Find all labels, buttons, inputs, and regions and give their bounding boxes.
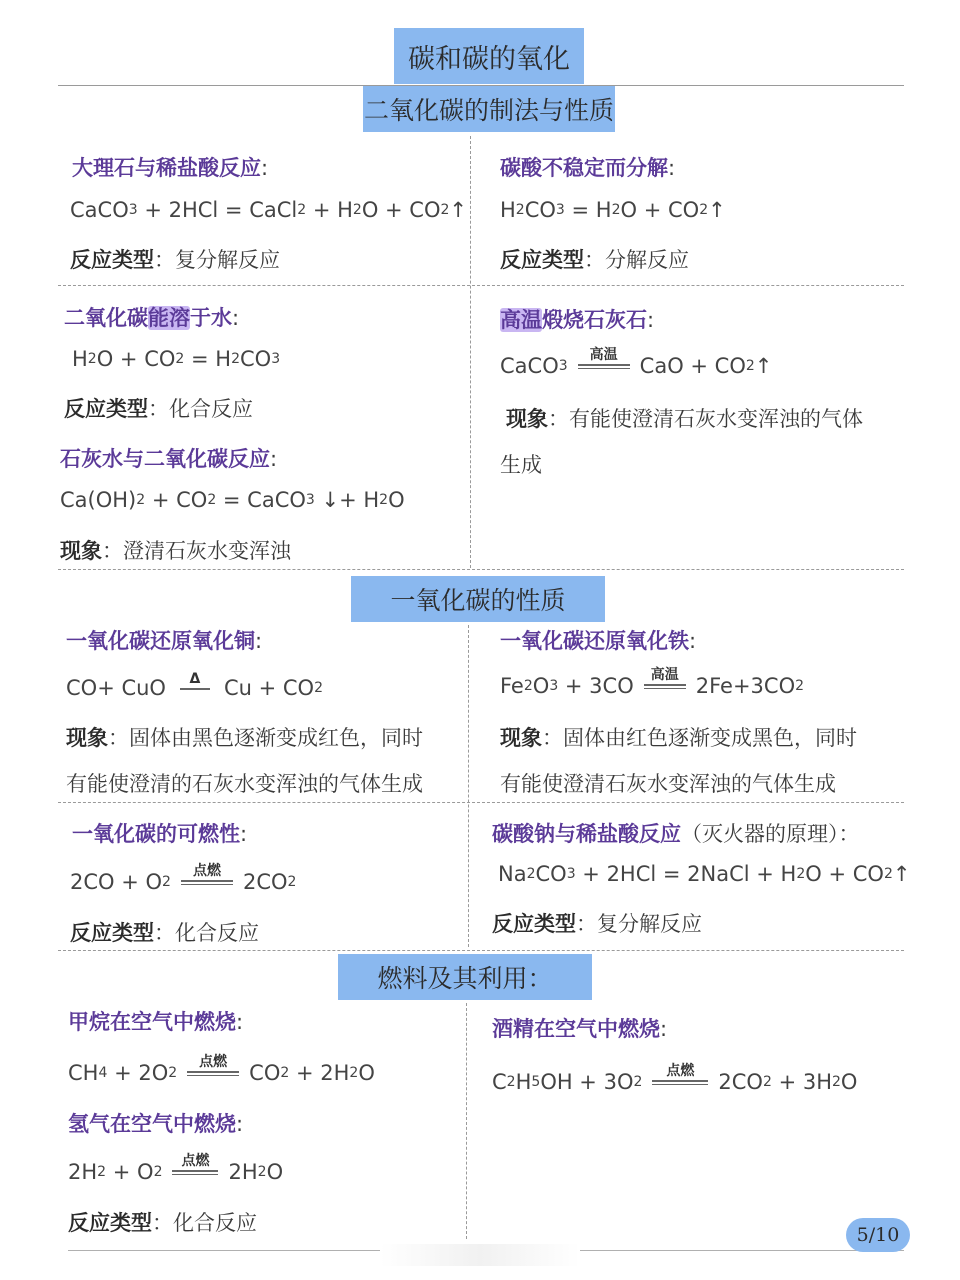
reaction-type-row: 反应类型：复分解反应 <box>70 248 280 272</box>
divider-h3 <box>58 802 904 803</box>
equation: CaCO 3 + 2HCl = CaCl 2 + H 2 O + CO 2 ↑ <box>70 198 468 222</box>
block-title: 石灰水与二氧化碳反应: <box>60 447 278 471</box>
block-title: 大理石与稀盐酸反应: <box>72 156 269 180</box>
section-header-fuel: 燃料及其利用： <box>338 954 592 1000</box>
equation: Na 2 CO 3 + 2HCl = 2NaCl + H 2 O + CO 2 ↑ <box>498 862 911 886</box>
condition-high-temp: 高温 <box>644 667 686 689</box>
phenomenon-row: 现象：固体由黑色逐渐变成红色，同时 <box>66 726 423 750</box>
divider-h2 <box>58 569 904 570</box>
condition-high-temp: 高温 <box>578 347 630 369</box>
reaction-type-row: 反应类型：化合反应 <box>68 1211 257 1235</box>
reaction-type-row: 反应类型：复分解反应 <box>492 912 702 936</box>
phenomenon-row-cont: 有能使澄清石灰水变浑浊的气体生成 <box>500 772 836 796</box>
condition-ignite: 点燃 <box>187 1054 239 1076</box>
divider-h4 <box>58 950 904 951</box>
page-title: 碳和碳的氧化 <box>394 28 584 84</box>
block-title: 一氧化碳的可燃性: <box>72 822 248 846</box>
divider-v2 <box>468 625 469 947</box>
equation: 2H 2 + O 2 点燃 2H 2 O <box>68 1153 284 1184</box>
block-title: 二氧化碳能溶于水: <box>64 306 240 330</box>
divider-v3 <box>466 1003 467 1239</box>
divider-v1 <box>470 136 471 568</box>
block-title: 碳酸钠与稀盐酸反应（灭火器的原理）： <box>492 822 860 846</box>
equation: 2CO + O 2 点燃 2CO 2 <box>70 863 297 894</box>
equation: Ca(OH) 2 + CO 2 = CaCO 3 ↓+ H 2 O <box>60 488 405 512</box>
block-title: 高温煅烧石灰石: <box>500 308 655 332</box>
block-title: 一氧化碳还原氧化铁: <box>500 629 697 653</box>
equation: H 2 O + CO 2 = H 2 CO 3 <box>72 347 281 371</box>
phenomenon-row: 现象：有能使澄清石灰水变浑浊的气体 <box>506 407 863 431</box>
equation: CO+ CuO Δ Cu + CO 2 <box>66 670 324 700</box>
phenomenon-row: 现象：固体由红色逐渐变成黑色，同时 <box>500 726 857 750</box>
equation: H 2 CO 3 = H 2 O + CO 2 ↑ <box>500 198 726 222</box>
block-title: 酒精在空气中燃烧: <box>492 1017 668 1041</box>
condition-ignite: 点燃 <box>652 1063 708 1085</box>
reaction-type-row: 反应类型：化合反应 <box>70 921 259 945</box>
equation: CaCO 3 高温 CaO + CO 2 ↑ <box>500 347 773 378</box>
reaction-type-row: 反应类型：化合反应 <box>64 397 253 421</box>
equation: C 2 H 5 OH + 3O 2 点燃 2CO 2 + 3H 2 O <box>492 1063 858 1094</box>
block-title: 碳酸不稳定而分解: <box>500 156 676 180</box>
block-title: 一氧化碳还原氧化铜: <box>66 629 263 653</box>
watermark-strip <box>380 1244 580 1266</box>
reaction-type-row: 反应类型：分解反应 <box>500 248 689 272</box>
condition-ignite: 点燃 <box>181 863 233 885</box>
section-header-co: 一氧化碳的性质 <box>351 576 605 622</box>
phenomenon-row-cont: 生成 <box>500 453 542 477</box>
equation: Fe 2 O 3 + 3CO 高温 2Fe+3CO 2 <box>500 667 805 698</box>
block-title: 甲烷在空气中燃烧: <box>68 1010 244 1034</box>
section-header-co2: 二氧化碳的制法与性质 <box>363 86 615 132</box>
divider-h1 <box>58 285 904 286</box>
phenomenon-row-cont: 有能使澄清的石灰水变浑浊的气体生成 <box>66 772 423 796</box>
page-number-badge: 5/10 <box>846 1218 910 1252</box>
equation: CH 4 + 2O 2 点燃 CO 2 + 2H 2 O <box>68 1054 375 1085</box>
condition-heat: Δ <box>180 671 210 690</box>
phenomenon-row: 现象：澄清石灰水变浑浊 <box>60 539 291 563</box>
condition-ignite: 点燃 <box>172 1153 218 1175</box>
block-title: 氢气在空气中燃烧: <box>68 1112 244 1136</box>
